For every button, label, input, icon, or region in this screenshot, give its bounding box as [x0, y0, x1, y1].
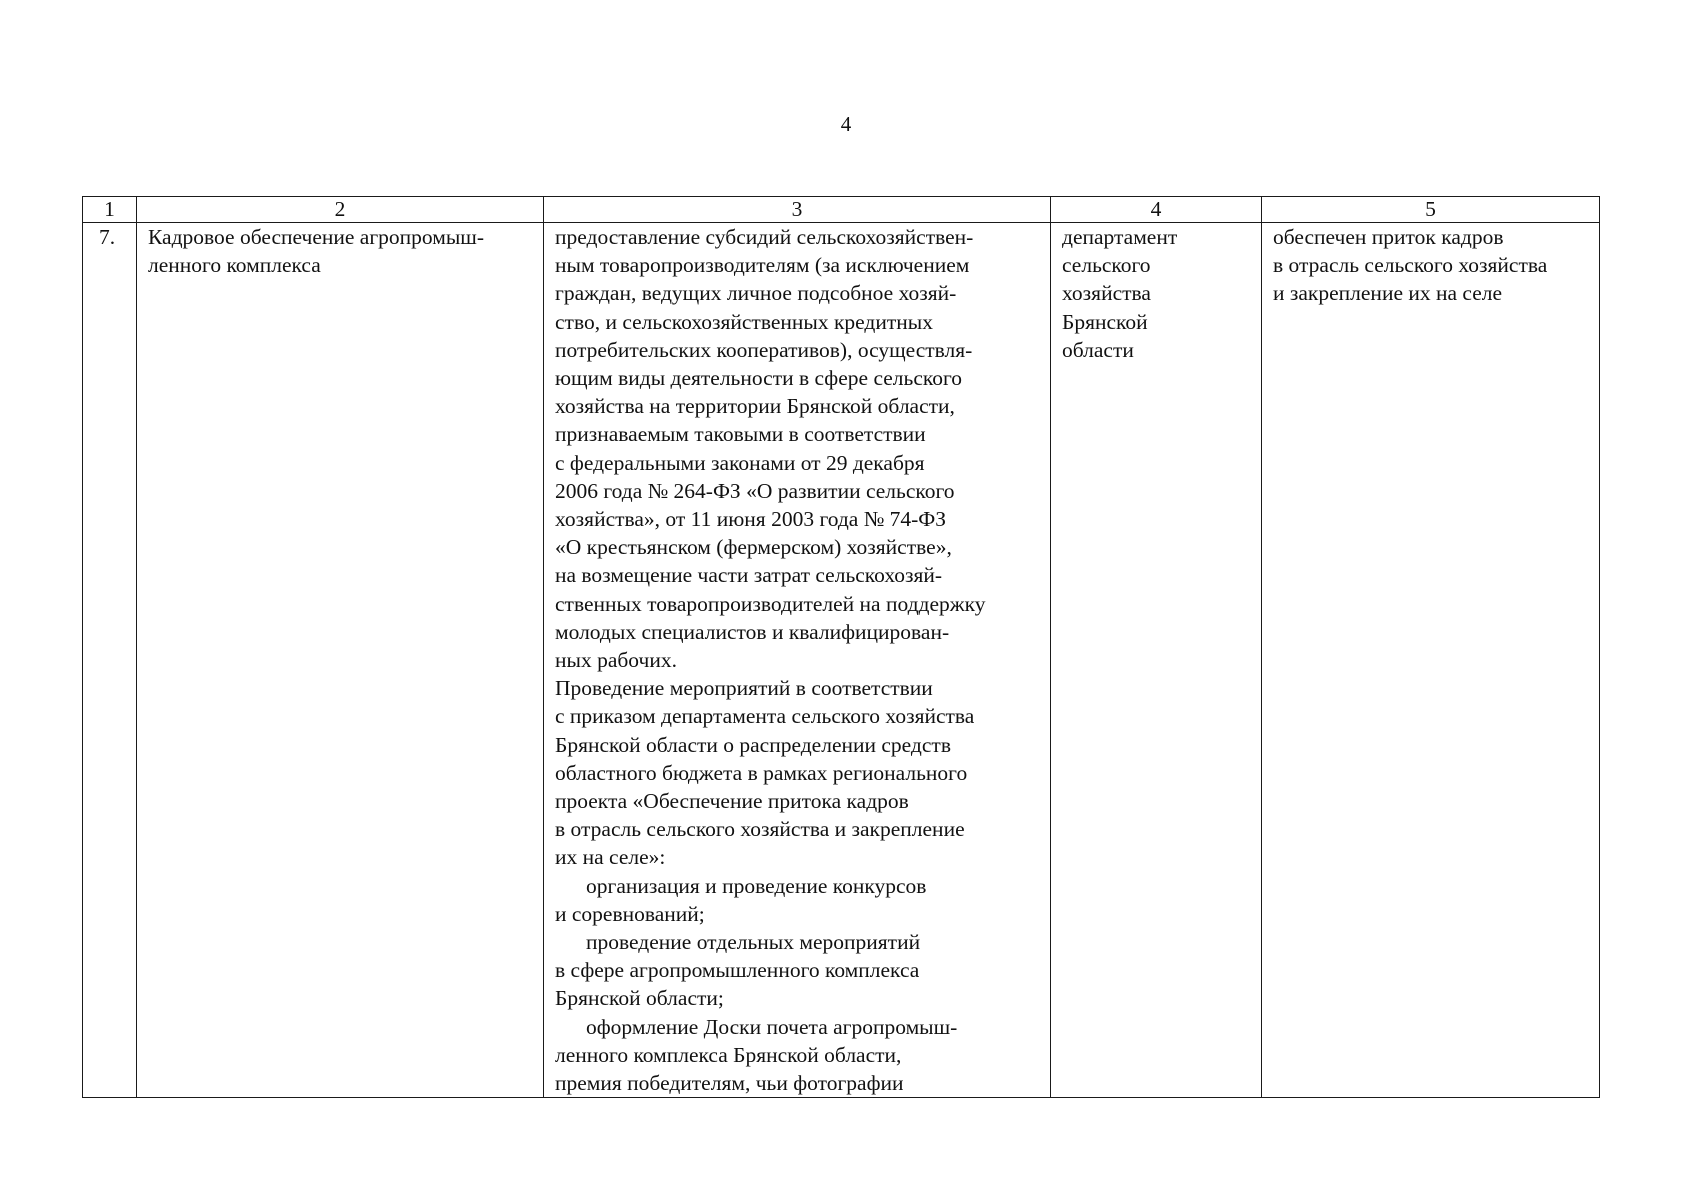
result-line: в отрасль сельского хозяйства [1273, 253, 1548, 278]
description-line: «О крестьянском (фермерском) хозяйстве», [555, 535, 952, 560]
description-line: ственных товаропроизводителей на поддержку [555, 591, 986, 616]
description-line: проекта «Обеспечение притока кадров [555, 789, 909, 814]
measure-name-cell [137, 223, 544, 1098]
description-line: Брянской области о распределении средств [555, 732, 951, 757]
description-line: на возмещение части затрат сельскохозяй- [555, 563, 943, 588]
measures-table [82, 196, 1600, 1098]
header-col-3: 3 [544, 197, 1051, 223]
description-line: в отрасль сельского хозяйства и закрепление [555, 817, 965, 842]
description-line: потребительских кооперативов), осуществля- [555, 337, 973, 362]
responsible-line: Брянской [1062, 309, 1148, 334]
responsible-cell [1051, 223, 1262, 1098]
page-number: 4 [840, 112, 852, 136]
measure-name-line: ленного комплекса [148, 253, 321, 278]
result-line: и закрепление их на селе [1273, 281, 1503, 306]
description-line: Проведение мероприятий в соответствии [555, 676, 933, 701]
result-cell [1262, 223, 1600, 1098]
description-line: хозяйства на территории Брянской области, [555, 394, 955, 419]
description-line: проведение отдельных мероприятий [586, 930, 921, 955]
description-line: граждан, ведущих личное подсобное хозяй- [555, 281, 957, 306]
responsible-line: департамент [1062, 225, 1178, 249]
header-col-2: 2 [137, 197, 544, 223]
description-line: хозяйства», от 11 июня 2003 года № 74-ФЗ [555, 507, 947, 532]
header-row [83, 197, 1600, 223]
header-col-4: 4 [1051, 197, 1262, 223]
description-line: ство, и сельскохозяйственных кредитных [555, 309, 933, 334]
measure-name-line: Кадровое обеспечение агропромыш- [148, 225, 485, 249]
row-number: 7. [99, 225, 116, 249]
responsible-line: области [1062, 337, 1134, 362]
row-number-cell [83, 223, 137, 1098]
description-line: организация и проведение конкурсов [586, 873, 927, 898]
measure-description-cell [544, 223, 1051, 1098]
description-line: в сфере агропромышленного комплекса [555, 958, 920, 983]
result-line: обеспечен приток кадров [1273, 225, 1504, 249]
responsible-line: хозяйства [1062, 281, 1151, 306]
description-line: с приказом департамента сельского хозяйства [555, 704, 975, 729]
table-row [83, 223, 1600, 1098]
description-line: их на селе»: [555, 845, 666, 870]
description-line: ным товаропроизводителям (за исключением [555, 253, 970, 278]
description-line: оформление Доски почета агропромыш- [586, 1014, 958, 1039]
description-line: ных рабочих. [555, 648, 677, 673]
description-line: предоставление субсидий сельскохозяйствен- [555, 225, 974, 249]
description-line: ющим виды деятельности в сфере сельского [555, 366, 963, 391]
description-line: признаваемым таковыми в соответствии [555, 422, 926, 447]
responsible-line: сельского [1062, 253, 1151, 278]
description-line: и соревнований; [555, 901, 705, 926]
description-line: областного бюджета в рамках регионального [555, 760, 968, 785]
description-line: ленного комплекса Брянской области, [555, 1042, 902, 1067]
description-line: с федеральными законами от 29 декабря [555, 450, 925, 475]
description-line: 2006 года № 264-ФЗ «О развитии сельского [555, 478, 955, 503]
description-line: молодых специалистов и квалифицирован- [555, 619, 950, 644]
description-line: премия победителям, чьи фотографии [555, 1071, 904, 1096]
header-col-1: 1 [83, 197, 137, 223]
description-line: Брянской области; [555, 986, 724, 1011]
header-col-5: 5 [1262, 197, 1600, 223]
